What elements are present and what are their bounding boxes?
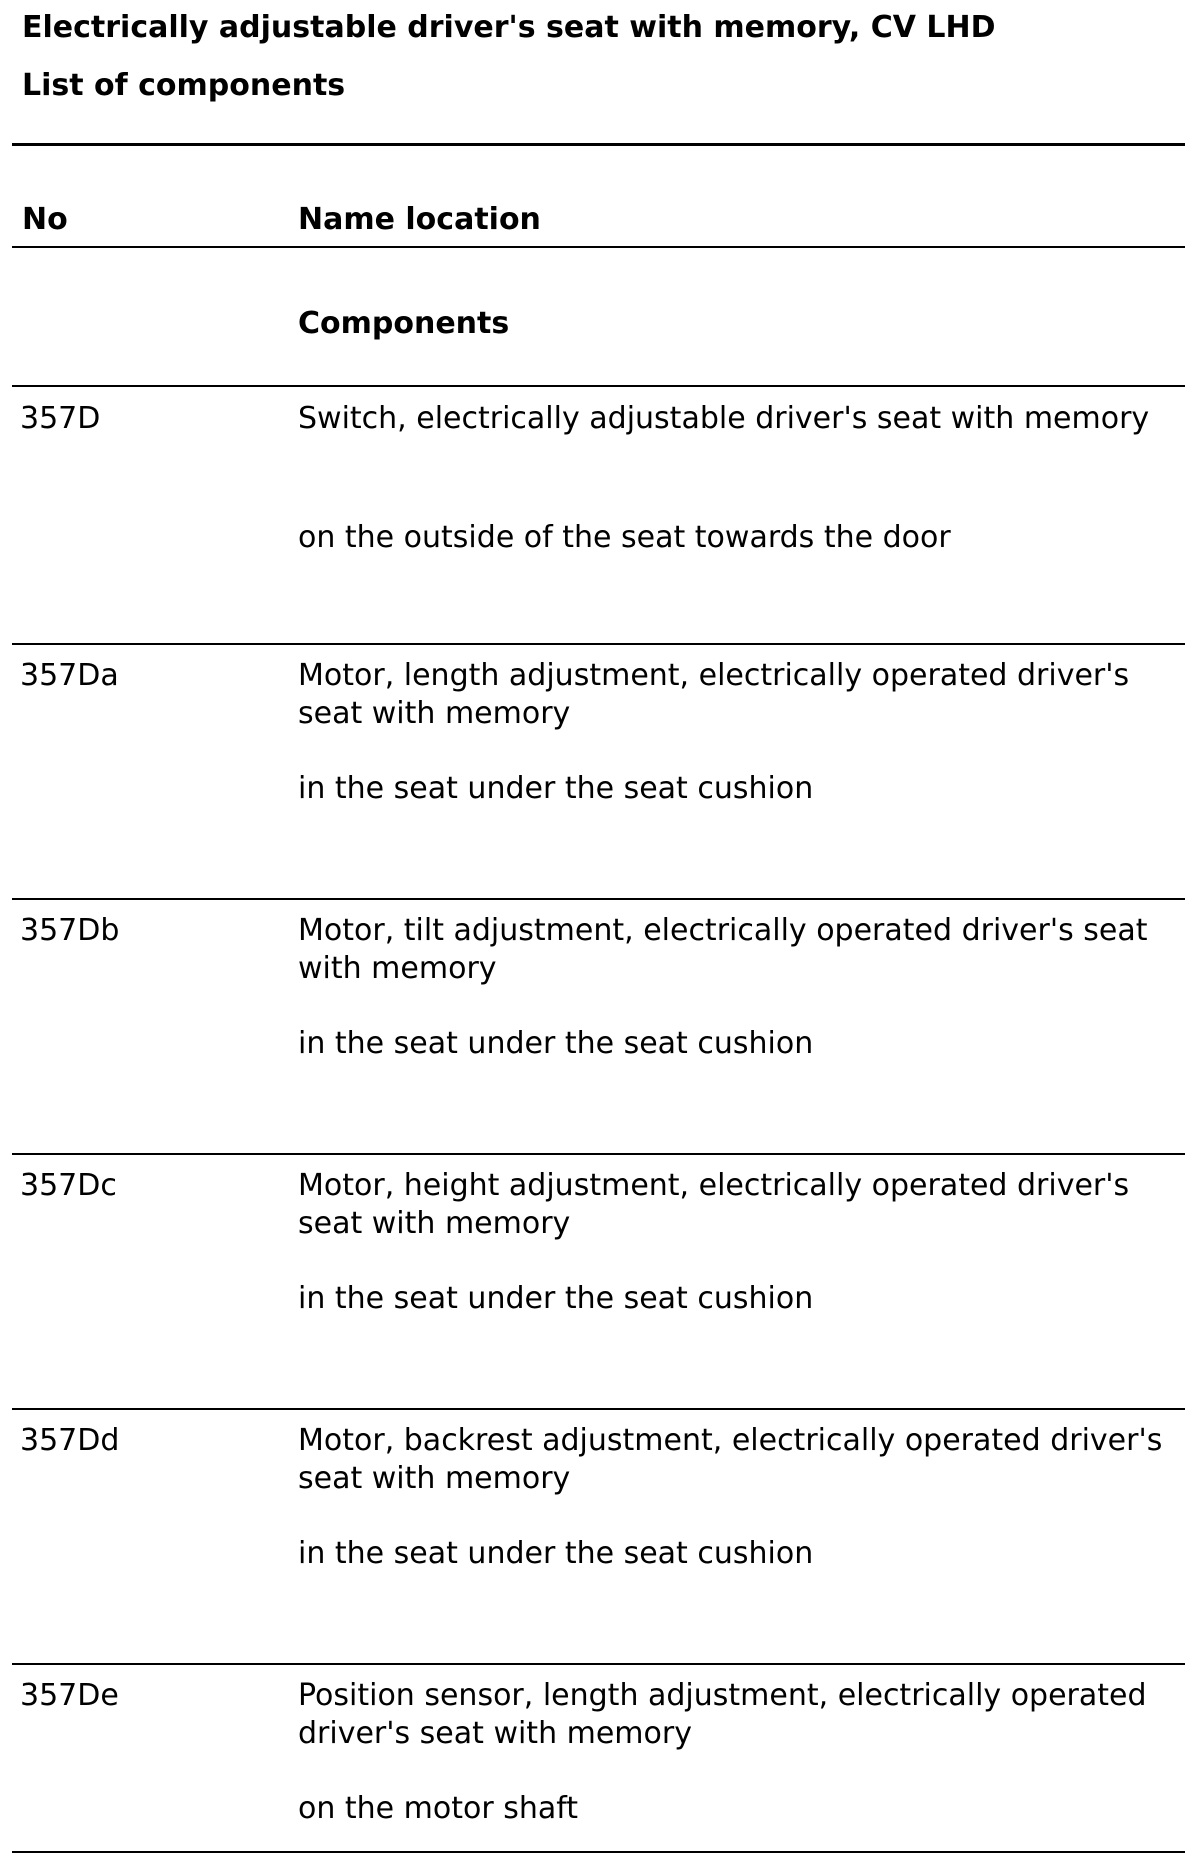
row-divider (12, 1153, 1185, 1155)
row-divider (12, 643, 1185, 645)
component-number: 357Dc (20, 1168, 117, 1203)
bottom-divider (12, 1851, 1185, 1853)
component-name: Motor, tilt adjustment, electrically operated driver's seat with memory (298, 913, 1148, 986)
row-divider (12, 898, 1185, 900)
component-name: Motor, backrest adjustment, electrically operated driver's seat with memory (298, 1423, 1163, 1496)
component-number: 357Da (20, 658, 119, 693)
row-divider (12, 385, 1185, 387)
component-name: Position sensor, length adjustment, electrically operated driver's seat with memory (298, 1678, 1147, 1751)
component-name: Motor, height adjustment, electrically operated driver's seat with memory (298, 1168, 1130, 1241)
header-divider (12, 246, 1185, 248)
component-number: 357Db (20, 913, 120, 948)
component-location: on the outside of the seat towards the door (298, 520, 951, 555)
component-location: in the seat under the seat cushion (298, 771, 814, 806)
component-number: 357Dd (20, 1423, 120, 1458)
top-divider (12, 143, 1185, 146)
component-location: on the motor shaft (298, 1791, 579, 1826)
component-name: Motor, length adjustment, electrically operated driver's seat with memory (298, 658, 1130, 731)
component-location: in the seat under the seat cushion (298, 1026, 814, 1061)
component-location: in the seat under the seat cushion (298, 1281, 814, 1316)
section-heading-components: Components (298, 306, 510, 341)
row-divider (12, 1663, 1185, 1665)
document-title: Electrically adjustable driver's seat with memory, CV LHD (22, 10, 996, 45)
column-header-name-location: Name location (298, 202, 541, 237)
document-subtitle: List of components (22, 68, 346, 103)
row-divider (12, 1408, 1185, 1410)
component-number: 357D (20, 401, 101, 436)
component-name: Switch, electrically adjustable driver's seat with memory (298, 401, 1150, 436)
component-number: 357De (20, 1678, 119, 1713)
component-location: in the seat under the seat cushion (298, 1536, 814, 1571)
column-header-no: No (22, 202, 68, 237)
